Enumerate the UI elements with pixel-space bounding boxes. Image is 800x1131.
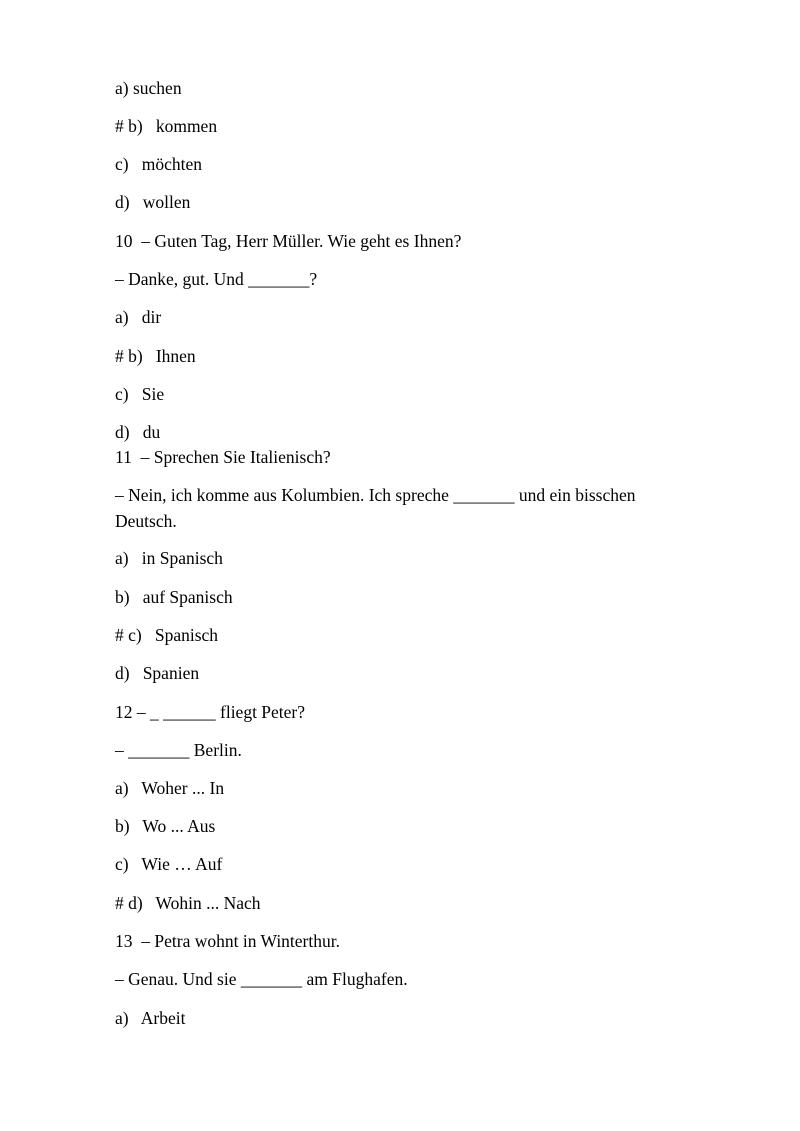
option-a-q10: a) dir: [115, 307, 162, 327]
option-d-q10: d) du: [115, 422, 161, 442]
question-13-reply: – Genau. Und sie _______ am Flughafen.: [115, 969, 408, 989]
option-c-q9: c) möchten: [115, 154, 202, 174]
option-b-q11: b) auf Spanisch: [115, 587, 233, 607]
question-12-prompt: 12 – _ ______ fliegt Peter?: [115, 702, 306, 722]
question-13-prompt: 13 – Petra wohnt in Winterthur.: [115, 931, 340, 951]
option-a-q11: a) in Spanisch: [115, 548, 223, 568]
question-10-reply: – Danke, gut. Und _______?: [115, 269, 318, 289]
question-10-prompt: 10 – Guten Tag, Herr Müller. Wie geht es Ihnen?: [115, 231, 462, 251]
option-a-q12: a) Woher ... In: [115, 778, 225, 798]
option-d-q12-correct: # d) Wohin ... Nach: [115, 893, 261, 913]
option-c-q12: c) Wie … Auf: [115, 854, 223, 874]
question-11-reply: – Nein, ich komme aus Kolumbien. Ich spreche _______ und ein bisschen Deutsch.: [115, 485, 636, 531]
option-d-q9: d) wollen: [115, 192, 191, 212]
option-c-q11-correct: # c) Spanisch: [115, 625, 219, 645]
option-a-q9: a) suchen: [115, 78, 182, 98]
option-d-q11: d) Spanien: [115, 663, 200, 683]
option-c-q10: c) Sie: [115, 384, 165, 404]
option-b-q12: b) Wo ... Aus: [115, 816, 216, 836]
option-a-q13: a) Arbeit: [115, 1008, 186, 1028]
option-b-q10-correct: # b) Ihnen: [115, 346, 196, 366]
question-12-reply: – _______ Berlin.: [115, 740, 242, 760]
question-11-prompt: 11 – Sprechen Sie Italienisch?: [115, 447, 331, 467]
option-b-q9-correct: # b) kommen: [115, 116, 218, 136]
